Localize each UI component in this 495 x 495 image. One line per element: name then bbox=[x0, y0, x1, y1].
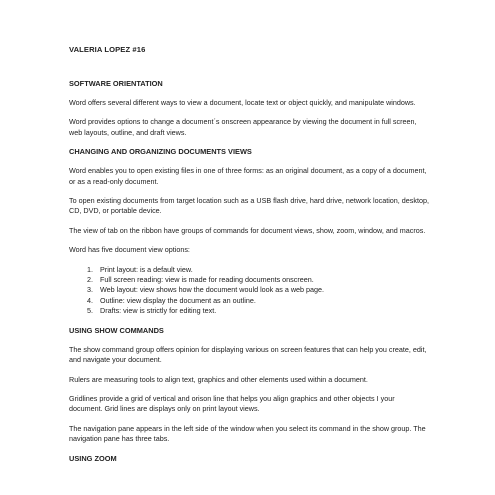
list-item: 5. Drafts: view is strictly for editing text. bbox=[95, 306, 429, 316]
paragraph: Word has five document view options: bbox=[69, 245, 190, 255]
paragraph: Word offers several different ways to view a document, locate text or object quickly, and manipulate windows. bbox=[69, 98, 416, 107]
list-item: 4. Outline: view display the document as an outline. bbox=[95, 296, 429, 306]
section-heading-software-orientation: SOFTWARE ORIENTATION bbox=[69, 79, 163, 88]
section-heading-show-commands: USING SHOW COMMANDS bbox=[69, 325, 164, 335]
section-heading-zoom: USING ZOOM bbox=[69, 453, 117, 463]
paragraph: The show command group offers opinion for displaying various on screen features that can help you create, edit, and navigate your document. bbox=[69, 344, 427, 365]
list-item: 3. Web layout: view shows how the document would look as a web page. bbox=[95, 285, 429, 295]
view-options-list bbox=[69, 265, 429, 317]
list-item: 2. Full screen reading: view is made for reading documents onscreen. bbox=[95, 275, 429, 285]
paragraph: Word provides options to change a document´s onscreen appearance by viewing the document in full screen, web layouts, outline, and draft views. bbox=[69, 117, 417, 137]
paragraph: Gridlines provide a grid of vertical and orison line that helps you align graphics and other objects I your document. Grid lines are displays only on print layout views. bbox=[69, 393, 395, 414]
paragraph: The navigation pane appears in the left side of the window when you select its command in the show group. The navigation pane has three tabs. bbox=[69, 423, 426, 444]
paragraph: The view of tab on the ribbon have groups of commands for document views, show, zoom, window, and macros. bbox=[69, 225, 426, 235]
paragraph: To open existing documents from target location such as a USB flash drive, hard drive, network location, desktop, CD, DVD, or portable device. bbox=[69, 196, 429, 216]
document-body bbox=[69, 79, 429, 473]
paragraph: Rulers are measuring tools to align text, graphics and other elements used within a document. bbox=[69, 374, 368, 384]
list-item: 1. Print layout: is a default view. bbox=[95, 265, 429, 275]
paragraph: Word enables you to open existing files in one of three forms: as an original document, as a copy of a document, or as a read-only document. bbox=[69, 166, 427, 186]
author-line: VALERIA LOPEZ #16 bbox=[69, 45, 146, 54]
section-heading-changing-views: CHANGING AND ORGANIZING DOCUMENTS VIEWS bbox=[69, 147, 252, 157]
